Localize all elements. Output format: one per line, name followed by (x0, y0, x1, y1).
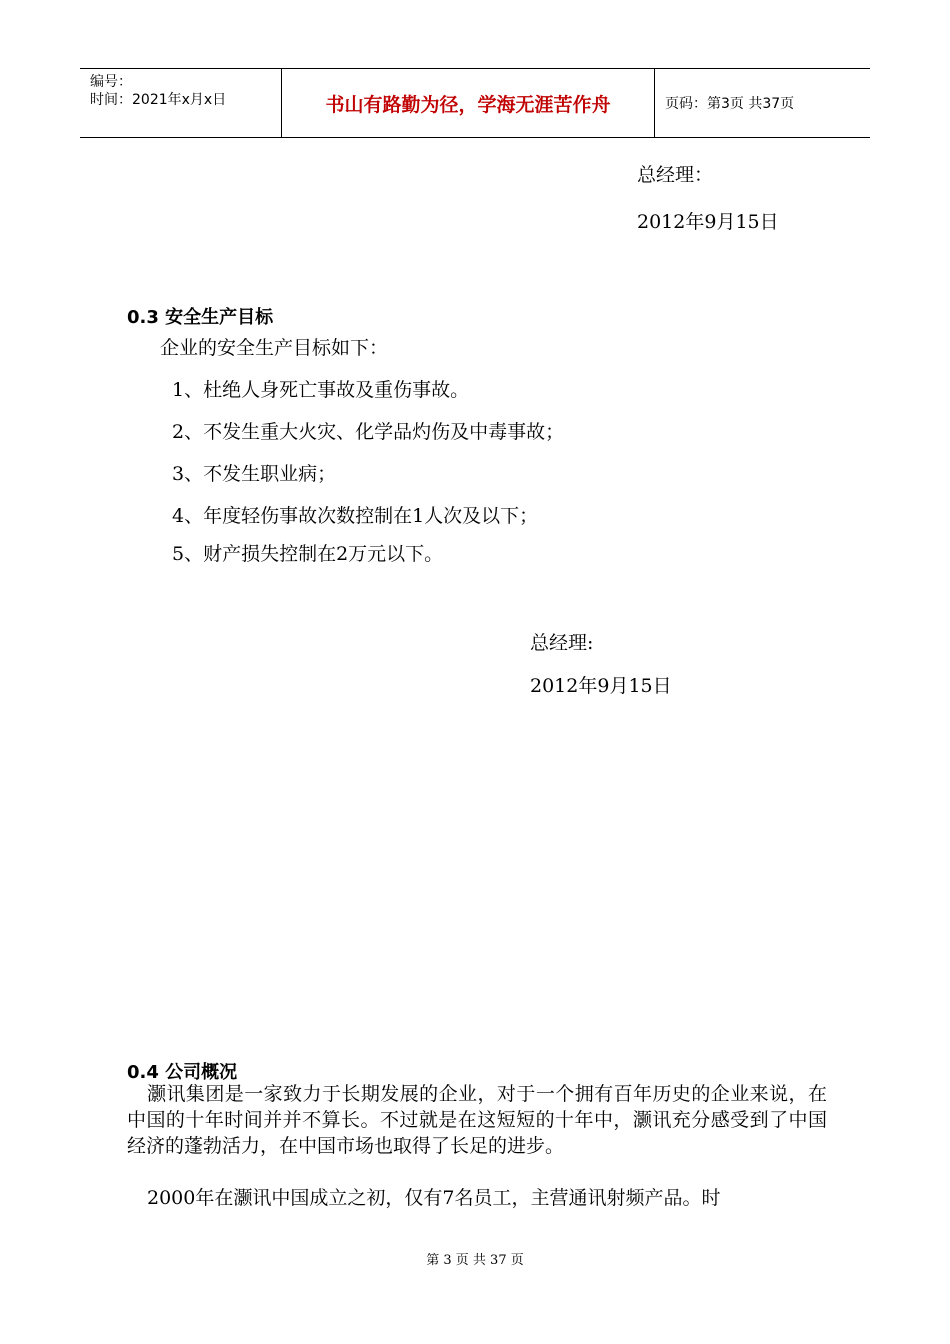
document-header (80, 68, 870, 138)
goal-item-4: 4、年度轻伤事故次数控制在1人次及以下； (172, 505, 539, 527)
goal-item-3: 3、不发生职业病； (172, 463, 337, 485)
time-label: 时间：2021年x月x日 (90, 92, 227, 108)
goal-item-1: 1、杜绝人身死亡事故及重伤事故。 (172, 379, 470, 401)
top-signature-date: 2012年9月15日 (637, 211, 779, 233)
top-signature-label: 总经理： (637, 164, 714, 186)
goal-item-5: 5、财产损失控制在2万元以下。 (172, 543, 444, 565)
header-left-cell (80, 69, 282, 137)
section-03-signature-label: 总经理: (530, 632, 594, 654)
header-motto: 书山有路勤为径，学海无涯苦作舟 (282, 69, 655, 137)
goal-item-2: 2、不发生重大火灾、化学品灼伤及中毒事故； (172, 421, 565, 443)
number-label: 编号： (90, 74, 132, 90)
section-03-heading: 0.3 安全生产目标 (127, 307, 274, 328)
section-04-paragraph-1: 灏讯集团是一家致力于长期发展的企业，对于一个拥有百年历史的企业来说，在中国的十年时间并并不算长。不过就是在这短短的十年中，灏讯充分感受到了中国经济的蓬勃活力，在中国市场也取得了长足的进步。 (127, 1083, 827, 1157)
section-04-paragraph-2: 2000年在灏讯中国成立之初，仅有7名员工，主营通讯射频产品。时 (147, 1187, 721, 1209)
header-page-info: 页码：第3页 共37页 (665, 96, 795, 112)
section-03-signature-date: 2012年9月15日 (530, 675, 672, 697)
page-footer: 第 3 页 共 37 页 (426, 1253, 524, 1268)
section-03-intro: 企业的安全生产目标如下： (160, 337, 389, 359)
section-04-heading: 0.4 公司概况 (127, 1062, 238, 1083)
